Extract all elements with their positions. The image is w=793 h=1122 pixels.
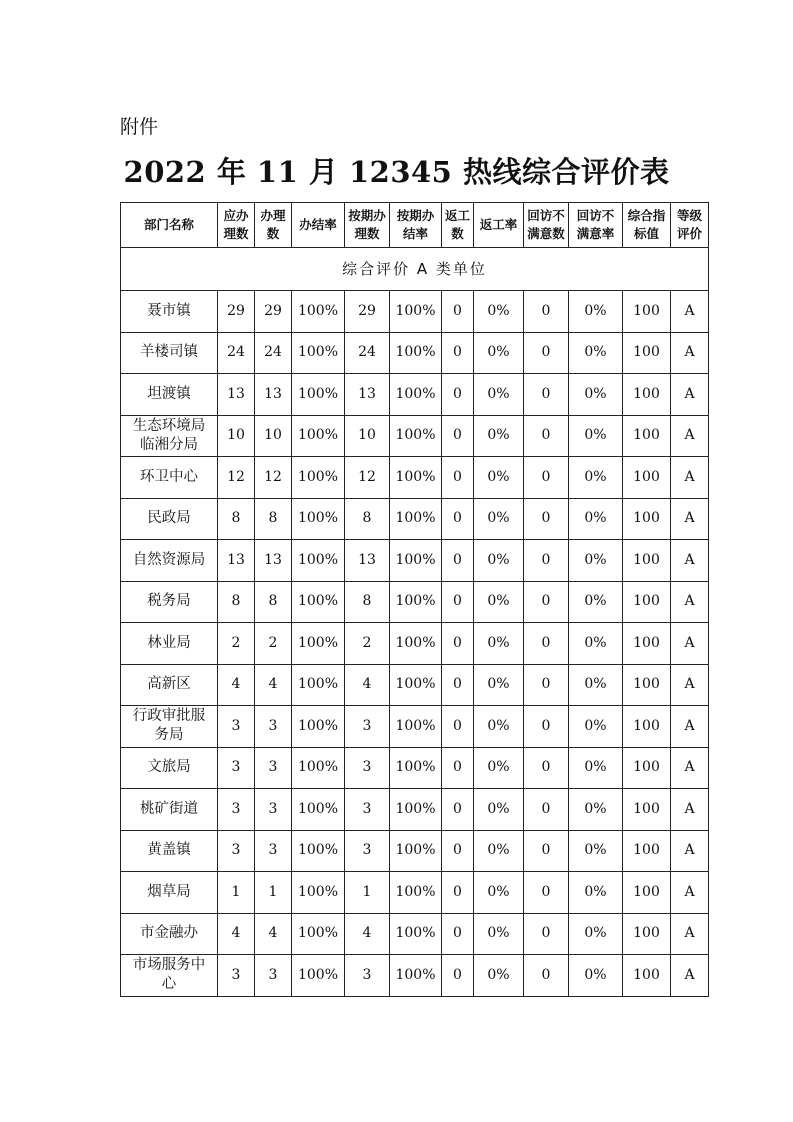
document-title: 2022 年 11 月 12345 热线综合评价表	[123, 155, 670, 189]
table-cell: 4	[345, 913, 390, 955]
department-name-cell: 羊楼司镇	[121, 332, 218, 374]
table-cell: 0	[442, 664, 474, 706]
table-cell: 0	[524, 664, 569, 706]
table-cell: 100%	[390, 789, 442, 831]
department-name-cell: 聂市镇	[121, 291, 218, 333]
table-cell: 0%	[569, 913, 623, 955]
table-cell: 100	[623, 581, 671, 623]
table-cell: 0	[524, 457, 569, 499]
table-row	[121, 955, 709, 997]
table-cell: 0%	[474, 540, 524, 582]
table-cell: 0%	[569, 291, 623, 333]
table-cell: 100	[623, 332, 671, 374]
table-cell: 4	[218, 913, 255, 955]
table-cell: 100%	[292, 291, 345, 333]
table-cell: 1	[218, 872, 255, 914]
table-cell: 100%	[390, 457, 442, 499]
table-row	[121, 789, 709, 831]
table-cell: 12	[255, 457, 292, 499]
header-cell: 应办 理数	[218, 203, 255, 248]
table-cell: 8	[218, 498, 255, 540]
table-cell: 0	[442, 623, 474, 665]
table-cell: 3	[218, 706, 255, 748]
table-cell: 0%	[474, 664, 524, 706]
table-row	[121, 913, 709, 955]
table-cell: 0%	[569, 789, 623, 831]
table-cell: 29	[255, 291, 292, 333]
table-cell: 100%	[292, 581, 345, 623]
table-cell: 3	[255, 830, 292, 872]
table-row	[121, 332, 709, 374]
table-cell: 0%	[474, 415, 524, 457]
table-cell: 0	[442, 374, 474, 416]
category-row	[121, 248, 709, 291]
table-cell: 13	[345, 540, 390, 582]
table-cell: 24	[255, 332, 292, 374]
table-cell: 100	[623, 789, 671, 831]
table-cell: 0	[524, 581, 569, 623]
table-cell: 100%	[390, 830, 442, 872]
header-cell: 返工 数	[442, 203, 474, 248]
table-cell: 100	[623, 623, 671, 665]
table-cell: 0	[442, 706, 474, 748]
table-cell: 13	[218, 374, 255, 416]
table-cell: 0	[524, 374, 569, 416]
table-cell: 0	[524, 706, 569, 748]
table-cell: 0	[524, 498, 569, 540]
department-name-cell: 桃矿街道	[121, 789, 218, 831]
table-cell: 3	[345, 747, 390, 789]
table-cell: 0%	[474, 830, 524, 872]
table-cell: 100%	[390, 374, 442, 416]
table-cell: 100%	[292, 540, 345, 582]
table-cell: 100%	[390, 706, 442, 748]
header-cell: 部门名称	[121, 203, 218, 248]
table-cell: 100%	[390, 332, 442, 374]
table-cell: 100	[623, 913, 671, 955]
table-cell: 0%	[569, 581, 623, 623]
table-cell: 0	[524, 955, 569, 997]
table-cell: 3	[218, 955, 255, 997]
table-cell: 0%	[474, 913, 524, 955]
table-cell: 3	[345, 955, 390, 997]
table-cell: 0%	[569, 332, 623, 374]
table-cell: 100%	[390, 623, 442, 665]
department-name-cell: 税务局	[121, 581, 218, 623]
table-cell: 0	[442, 789, 474, 831]
table-cell: 100%	[292, 457, 345, 499]
table-cell: 100%	[292, 872, 345, 914]
header-row	[121, 203, 709, 248]
table-cell: 100%	[292, 747, 345, 789]
table-cell: A	[671, 498, 709, 540]
department-name-cell: 高新区	[121, 664, 218, 706]
table-cell: 4	[345, 664, 390, 706]
table-cell: 0	[524, 830, 569, 872]
table-cell: 100	[623, 498, 671, 540]
table-cell: 2	[218, 623, 255, 665]
table-cell: 100%	[292, 332, 345, 374]
department-name-cell: 文旅局	[121, 747, 218, 789]
table-cell: 0	[442, 291, 474, 333]
table-cell: A	[671, 581, 709, 623]
table-cell: 100%	[292, 374, 345, 416]
table-cell: 100%	[292, 623, 345, 665]
table-cell: 29	[218, 291, 255, 333]
table-cell: 0%	[569, 955, 623, 997]
table-cell: 12	[218, 457, 255, 499]
table-cell: 3	[255, 955, 292, 997]
table-cell: 0%	[474, 374, 524, 416]
table-cell: 0	[442, 498, 474, 540]
department-name-cell: 市场服务中 心	[121, 955, 218, 997]
table-cell: 100	[623, 706, 671, 748]
table-cell: 0%	[474, 955, 524, 997]
table-cell: 3	[218, 789, 255, 831]
table-cell: 0	[442, 540, 474, 582]
department-name-cell: 烟草局	[121, 872, 218, 914]
table-cell: 0%	[474, 457, 524, 499]
table-cell: 3	[255, 747, 292, 789]
table-cell: 0%	[474, 789, 524, 831]
table-cell: 100%	[292, 415, 345, 457]
department-name-cell: 生态环境局 临湘分局	[121, 415, 218, 457]
department-name-cell: 林业局	[121, 623, 218, 665]
table-row	[121, 747, 709, 789]
table-cell: 0	[524, 913, 569, 955]
table-cell: 0%	[569, 457, 623, 499]
table-cell: 100%	[292, 664, 345, 706]
table-cell: 100	[623, 664, 671, 706]
header-cell: 办结率	[292, 203, 345, 248]
table-cell: 13	[345, 374, 390, 416]
table-cell: A	[671, 955, 709, 997]
table-cell: 0	[442, 955, 474, 997]
table-cell: 0%	[569, 540, 623, 582]
table-cell: 100%	[390, 872, 442, 914]
table-cell: 0	[442, 913, 474, 955]
table-cell: 1	[345, 872, 390, 914]
table-cell: 10	[345, 415, 390, 457]
department-name-cell: 环卫中心	[121, 457, 218, 499]
table-cell: 0	[524, 415, 569, 457]
table-cell: 100%	[390, 291, 442, 333]
department-name-cell: 行政审批服 务局	[121, 706, 218, 748]
table-cell: 0	[524, 332, 569, 374]
department-name-cell: 黄盖镇	[121, 830, 218, 872]
table-cell: 0%	[569, 830, 623, 872]
table-cell: A	[671, 706, 709, 748]
table-cell: 100	[623, 872, 671, 914]
table-row	[121, 415, 709, 457]
table-cell: 13	[218, 540, 255, 582]
table-cell: 100%	[390, 581, 442, 623]
table-cell: 100	[623, 291, 671, 333]
department-name-cell: 自然资源局	[121, 540, 218, 582]
table-cell: 0	[524, 291, 569, 333]
table-cell: A	[671, 830, 709, 872]
department-name-cell: 市金融办	[121, 913, 218, 955]
table-cell: 3	[218, 747, 255, 789]
table-cell: A	[671, 872, 709, 914]
table-cell: 0%	[569, 664, 623, 706]
table-cell: 13	[255, 540, 292, 582]
table-row	[121, 498, 709, 540]
department-name-cell: 坦渡镇	[121, 374, 218, 416]
table-cell: 100	[623, 374, 671, 416]
table-cell: 0%	[474, 623, 524, 665]
table-cell: 100	[623, 830, 671, 872]
table-cell: 0	[524, 747, 569, 789]
table-cell: 3	[218, 830, 255, 872]
table-cell: 100	[623, 415, 671, 457]
table-cell: 100%	[292, 789, 345, 831]
table-cell: 100%	[390, 955, 442, 997]
table-row	[121, 830, 709, 872]
table-cell: 0%	[474, 332, 524, 374]
table-cell: 12	[345, 457, 390, 499]
header-cell: 按期办 结率	[390, 203, 442, 248]
table-cell: 29	[345, 291, 390, 333]
table-cell: 3	[345, 830, 390, 872]
table-cell: A	[671, 747, 709, 789]
table-cell: 4	[255, 913, 292, 955]
header-cell: 返工率	[474, 203, 524, 248]
attachment-label: 附件	[120, 116, 159, 138]
table-cell: 0%	[474, 747, 524, 789]
table-cell: A	[671, 374, 709, 416]
table-cell: 0%	[569, 872, 623, 914]
table-cell: 3	[255, 789, 292, 831]
table-cell: 0%	[569, 706, 623, 748]
table-cell: 0	[524, 623, 569, 665]
table-cell: A	[671, 913, 709, 955]
header-cell: 综合指 标值	[623, 203, 671, 248]
table-cell: 100%	[390, 415, 442, 457]
table-cell: A	[671, 540, 709, 582]
table-cell: 100%	[292, 955, 345, 997]
table-row	[121, 623, 709, 665]
table-cell: 10	[218, 415, 255, 457]
table-cell: 0	[524, 540, 569, 582]
table-cell: 100	[623, 540, 671, 582]
table-cell: 0%	[569, 747, 623, 789]
header-cell: 回访不 满意数	[524, 203, 569, 248]
table-cell: 0	[442, 332, 474, 374]
table-cell: 8	[345, 581, 390, 623]
table-cell: 8	[345, 498, 390, 540]
table-cell: 0%	[569, 374, 623, 416]
table-cell: 0	[524, 789, 569, 831]
department-name-cell: 民政局	[121, 498, 218, 540]
table-cell: 100%	[292, 913, 345, 955]
header-cell: 等级 评价	[671, 203, 709, 248]
table-cell: 0	[442, 830, 474, 872]
table-cell: 0%	[474, 872, 524, 914]
table-cell: 100%	[390, 747, 442, 789]
table-cell: A	[671, 623, 709, 665]
table-cell: 100	[623, 457, 671, 499]
table-cell: 2	[345, 623, 390, 665]
table-cell: A	[671, 664, 709, 706]
table-cell: 10	[255, 415, 292, 457]
table-cell: 0%	[569, 498, 623, 540]
table-cell: 100%	[390, 664, 442, 706]
table-cell: 13	[255, 374, 292, 416]
table-cell: 100%	[390, 913, 442, 955]
table-cell: 0%	[474, 706, 524, 748]
table-cell: A	[671, 457, 709, 499]
category-label: 综合评价 A 类单位	[121, 248, 709, 291]
table-cell: 24	[218, 332, 255, 374]
table-cell: 100%	[292, 830, 345, 872]
header-cell: 按期办 理数	[345, 203, 390, 248]
table-cell: 3	[345, 706, 390, 748]
table-cell: 3	[255, 706, 292, 748]
table-cell: 0	[442, 457, 474, 499]
table-cell: 3	[345, 789, 390, 831]
table-cell: 8	[255, 498, 292, 540]
table-row	[121, 374, 709, 416]
table-row	[121, 664, 709, 706]
table-cell: 100%	[390, 498, 442, 540]
table-cell: A	[671, 291, 709, 333]
table-cell: 100	[623, 955, 671, 997]
table-cell: 0%	[474, 291, 524, 333]
table-cell: 1	[255, 872, 292, 914]
table-row	[121, 581, 709, 623]
table-cell: 8	[218, 581, 255, 623]
table-cell: 100%	[390, 540, 442, 582]
table-cell: 100%	[292, 498, 345, 540]
table-row	[121, 291, 709, 333]
table-cell: 0%	[569, 415, 623, 457]
table-cell: 4	[218, 664, 255, 706]
table-cell: 0	[442, 747, 474, 789]
header-cell: 回访不 满意率	[569, 203, 623, 248]
table-cell: A	[671, 332, 709, 374]
table-cell: A	[671, 789, 709, 831]
table-row	[121, 540, 709, 582]
table-cell: 100	[623, 747, 671, 789]
table-cell: 24	[345, 332, 390, 374]
table-row	[121, 872, 709, 914]
header-cell: 办理 数	[255, 203, 292, 248]
table-cell: 0%	[474, 581, 524, 623]
table-cell: 0%	[474, 498, 524, 540]
evaluation-table	[120, 202, 709, 997]
table-cell: 0%	[569, 623, 623, 665]
table-cell: 2	[255, 623, 292, 665]
table-cell: 0	[442, 415, 474, 457]
table-cell: 0	[442, 581, 474, 623]
table-cell: 0	[524, 872, 569, 914]
table-cell: 4	[255, 664, 292, 706]
table-cell: 0	[442, 872, 474, 914]
table-cell: 8	[255, 581, 292, 623]
table-row	[121, 457, 709, 499]
table-cell: A	[671, 415, 709, 457]
table-row	[121, 706, 709, 748]
table-cell: 100%	[292, 706, 345, 748]
